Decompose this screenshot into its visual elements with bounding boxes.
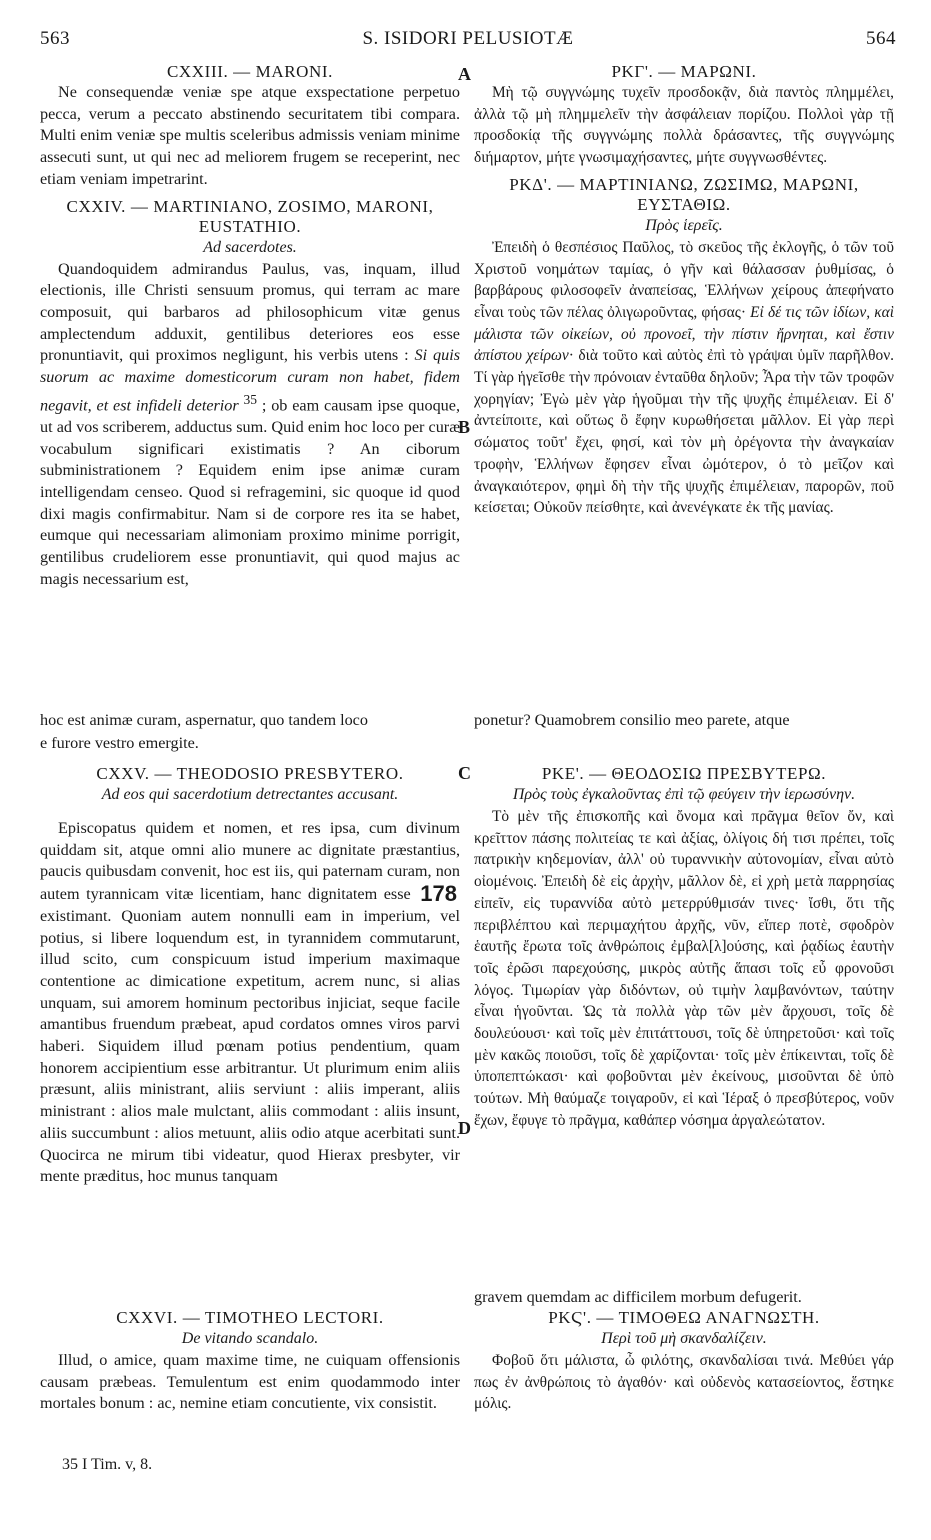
letter-heading: ΡΚΓ'. — ΜΑΡΩΝΙ. — [611, 62, 757, 81]
margin-letter-a: A — [458, 64, 471, 84]
continuation-end-text: e furore vestro emergite. — [40, 734, 199, 752]
scripture-quote: Si quis suorum ac maxime domesticorum curam non habet, fidem negavit, et est infideli deterior — [40, 346, 461, 415]
letter-text: Τὸ μὲν τῆς ἐπισκοπῆς καὶ ὄνομα καὶ πρᾶγμα θεῖον ὄν, καὶ κρεῖττον πάσης πολιτείας τε καὶ ἀξίας, ὀλίγοις δή τισι πρέπει, τοῖς πατρικὴν κηδεμονίαν, ἀλλ' οὐ τυραννικὴν αὐτονομίαν, εἶναι αὐτὸ οἰομένοις. Ἐπειδὴ δὲ εἰς ἀρχὴν, μᾶλλον δὲ, εἰ χρὴ μετὰ παρρησίας εἰπεῖν, εἰς τυραννίδα αὐτὸ μετερρύθμισάν τινες· ἴσθι, ὅτι τῆς περιβλέπτου καὶ περιμαχήτου ἀρχῆς, νῦν, εἴπερ ποτὲ, σφοδρὸν ἑαυτῆς ἔρωτα τοῖς ἀνθρώποις ἐμβαλ[λ]ούσης, καὶ ῥᾳδίως ἑαυτὴν τοῖς ἐρῶσι παρεχούσης, μικρὸς αὐτῆς ἅπασι τοῖς εὖ φρονοῦσι λόγος. Τιμωρίαν γὰρ διδόντων, οὐ τιμὴν λαμβανόντων, ταύτην εἶναι ἡγοῦνται. Ὡς τὰ πολλὰ γὰρ τῶν μὲν ἄρχουσι, τοῖς δὲ δουλεύουσι· καὶ τοῖς μὲν ἐπιτάττουσι, τοῖς δὲ ὑπηρετοῦσι· καὶ τοῖς μὲν κακῶς ποιοῦσι, τοῖς δὲ χαρίζονται· τοῖς μὲν ἐπίκεινται, τοῖς δὲ ὑποπεπτώκασι· καὶ φοβοῦνται μὲν ἐκείνους, μισοῦνται δὲ ὑπὸ τούτων. Μὴ θαύμαζε τοιγαροῦν, εἰ καὶ Ἱέραξ ὁ πρεσβύτερος, νοῦν ἔχων, ἔφυγε τὸ πρᾶγμα, καθάπερ νόσημα ἀργαλεώτατον. — [474, 808, 894, 1129]
text-run: Quandoquidem admirandus Paulus, vas, inquam, illud electionis, ille Christi sensuum promus, qui terram ac mare composuit, qui barbaros ad philosophicum vitæ genus amplectendum adduxit, gentilibus deteriores eos esse pronuntiavit, qui proximos negligunt, his verbis utens : — [40, 259, 460, 365]
letter-subtitle: Ad eos qui sacerdotium detrectantes accusant. — [101, 786, 399, 803]
spanning-line — [40, 710, 896, 732]
page-header — [40, 28, 896, 58]
letter-heading: ΡΚΔ'. — ΜΑΡΤΙΝΙΑΝΩ, ΖΩΣΙΜΩ, ΜΑΡΩΝΙ, ΕΥΣΤΑΘΙΩ. — [509, 174, 859, 214]
footnote-ref: 35 — [243, 391, 258, 407]
letter-text — [40, 259, 460, 591]
letter-text: Ne consequendæ veniæ spe atque exspectatione perpetuo pecca, verum a peccato abstinendo securitatem tibi compara. Multi enim veniæ spe multis sceleribus admissis veniam minime assecuti sunt, ut qui nec ad meliorem frugem se receperint, nec etiam veniam impetrarint. — [40, 83, 460, 188]
continuation-right: gravem quemdam ac difficilem morbum defugerit. — [474, 1288, 802, 1306]
column-number-badge: 178 — [420, 881, 457, 907]
running-title: S. ISIDORI PELUSIOTÆ — [362, 28, 574, 49]
letter-subtitle: Πρὸς ἱερεῖς. — [645, 216, 723, 234]
letter-subtitle: Περὶ τοῦ μὴ σκανδαλίζειν. — [601, 1330, 767, 1347]
page-number-right: 564 — [866, 28, 896, 49]
continuation-left: hoc est animæ curam, aspernatur, quo tandem loco — [40, 711, 368, 729]
letter-text — [474, 237, 894, 519]
margin-letter-c: C — [458, 763, 471, 783]
letter-text — [40, 818, 460, 1188]
letter-heading: CXXIII. — MARONI. — [166, 62, 334, 81]
letter-subtitle: Πρὸς τοὺς ἐγκαλοῦντας ἐπὶ τῷ φεύγειν τὴν ἱερωσύνην. — [512, 786, 856, 803]
greek-column-upper — [474, 62, 894, 519]
latin-column-lower — [40, 764, 460, 1188]
letter-text: Illud, o amice, quam maxime time, ne cuiquam offensionis causam præbeas. Temulentum est enim quodammodo inter mortales bonum : ac, nemine etiam concutiente, vix consistit. — [40, 1351, 460, 1413]
letter-heading: ΡΚϚ'. — ΤΙΜΟΘΕΩ ΑΝΑΓΝΩΣΤΗ. — [548, 1308, 820, 1327]
letter-subtitle: De vitando scandalo. — [181, 1330, 319, 1347]
letter-heading: CXXIV. — MARTINIANO, ZOSIMO, MARONI, EUSTATHIO. — [66, 196, 434, 236]
letter-heading: CXXV. — THEODOSIO PRESBYTERO. — [96, 764, 404, 783]
latin-column-last — [40, 1308, 460, 1415]
greek-column-lower — [474, 764, 894, 1132]
text-run: Episcopatus quidem et nomen, et res ipsa, cum divinum quiddam sit, atque omni alio munere ac dignitate præstantius, paucis quibusdam convenit, hoc est iis, qui paternam curam, non autem tyrannicam vitæ licentiam, hanc dignitatem esse — [40, 819, 460, 904]
latin-column-upper — [40, 62, 460, 590]
margin-letter-d: D — [458, 1118, 471, 1138]
letter-text: Φοβοῦ ὅτι μάλιστα, ὦ φιλότης, σκανδαλίσαι τινά. Μεθύει γάρ πως ἐν ἀνθρώποις τὸ ἀγαθόν· καὶ οὐδενὸς κατασείοντος, ἕστηκε μόλις. — [474, 1352, 894, 1413]
letter-heading: ΡΚΕ'. — ΘΕΟΔΟΣΙΩ ΠΡΕΣΒΥΤΕΡΩ. — [541, 764, 827, 783]
letter-text: Μὴ τῷ συγγνώμης τυχεῖν προσδοκᾷν, διὰ παντὸς πλημμέλει, ἀλλὰ τῷ μὴ πλημμελεῖν τὴν ἀσφάλειαν πορίζου. Πολλοὶ γὰρ τῇ προσδοκίᾳ τῆς συγγνώμης πολλὰ δράσαντες, τῆς συγγνώμης διήμαρτον, μήτε γνωσιμαχήσαντες, μήτε συγγνωσθέντες. — [474, 84, 894, 167]
margin-letter-b: B — [458, 417, 471, 437]
page-number-left: 563 — [40, 28, 70, 49]
continuation-right: ponetur? Quamobrem consilio meo parete, atque — [474, 711, 790, 729]
letter-subtitle: Ad sacerdotes. — [203, 238, 297, 256]
text-run: existimant. Quoniam autem nonnulli eam in imperium, vel potius, si libere loquendum est, in tyrannidem commutarunt, illud scito, cum conspicuum istud imperium maximaque contentione ac dimicatione expetitum, acrem nunc, si alias unquam, sui amorem hominum pectoribus injiciat, seque facile amantibus fruendum præbeat, apud cordatos omnes viros parvi haberi. Siquidem illud pœnam potius pendentium, quam honorem accipientium esse arbitrantur. Ut plurimum enim aliis præsunt, aliis ministrant, aliis serviunt : aliis imperant, aliis ministrant : alios male mulctant, aliis commodant : aliis insunt, aliis succumbunt : alios metuunt, aliis odio atque acerbitati sunt. Quocirca ne mirum tibi videatur, quod Hierax presbyter, vir mente præditus, hoc munus tanquam — [40, 906, 460, 1186]
text-run: ; ob eam causam ipse quoque, ut ad vos scriberem, adductus sum. Quid enim hoc loco per curæ vocabulum significari existimatis ? An ciborum subministrationem ? Equidem enim ipse animæ curam intelligendam censeo. Quod si refragemini, sic quoque id quod dixi magis confirmabitur. Nam si de corpore res ita se habet, eumque qui necessariam alimoniam proximo minime porrigit, gentilibus crudeliorem esse pronuntiavit, qui quod majus ac magis necessarium est, — [40, 396, 461, 588]
text-run: · διὰ τοῦτο καὶ αὐτὸς ἐπὶ τὸ γράψαι ὑμῖν παρῆλθον. Τί γὰρ ἡγεῖσθε τὴν πρόνοιαν ἐνταῦθα δηλοῦν; Ἆρα τὴν τῶν τροφῶν χορηγίαν; Ἐγὼ μὲν γὰρ ἡγοῦμαι τὴν τῆς ψυχῆς ἐπιμέλειαν. Εἰ δ' ἀντείποιτε, καὶ οὕτως ὃ ἔφην κυρωθήσεται μᾶλλον. Εἰ γὰρ περὶ σώματος τοῦτ' ἔχει, φησί, καὶ τὸν μὴ ὀρέγοντα τὴν ἀναγκαίαν τροφὴν, Ἑλλήνων ἔφησεν εἶναι ὠμότερον, ὁ τὸ μεῖζον καὶ ἀναγκαιότερον, φημὶ δὴ τὴν τῆς ψυχῆς ἐπιμέλειαν, παρορῶν, ποῦ κείσεται; Οὐκοῦν πείσθητε, καὶ ἀνενέγκατε ἐκ τῆς μανίας. — [474, 347, 894, 517]
continuation-end — [40, 733, 896, 755]
letter-heading: CXXVI. — TIMOTHEO LECTORI. — [116, 1308, 384, 1327]
text-run: Ἐπειδὴ ὁ θεσπέσιος Παῦλος, τὸ σκεῦος τῆς ἐκλογῆς, ὁ τῶν τοῦ Χριστοῦ νοημάτων ταμίας, ὁ γῆν καὶ θάλασσαν ῥυθμίσας, ὁ βαρβάρους φιλοσοφεῖν ἀναπείσας, Ἑλλήνων χείρους ἀπεφήνατο εἶναι τοὺς τῶν πέλας ὀλιγωροῦντας, φήσας· — [474, 238, 894, 321]
scripture-quote: Εἰ δέ τις τῶν ἰδίων, καὶ μάλιστα τῶν οἰκείων, οὐ προνοεῖ, τὴν πίστιν ἤρνηται, καὶ ἔστιν ἀπίστου χείρων — [474, 303, 894, 365]
footnote: 35 I Tim. v, 8. — [62, 1456, 153, 1473]
greek-column-last — [474, 1308, 894, 1415]
